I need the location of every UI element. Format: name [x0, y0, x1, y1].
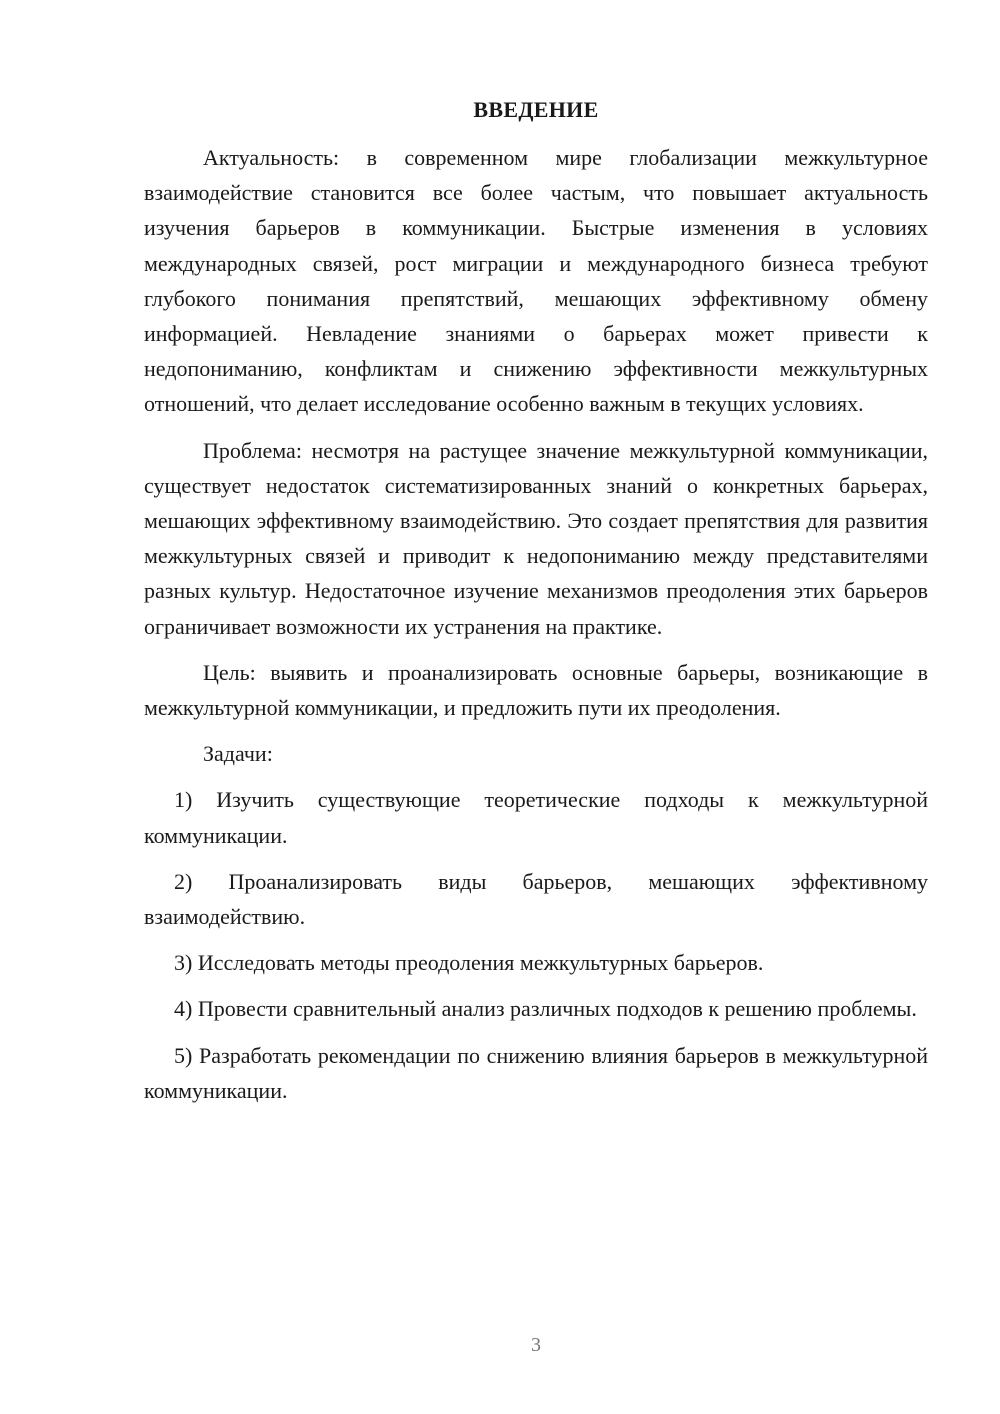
task-item-2: 2) Проанализировать виды барьеров, мешающих эффективному взаимодействию.: [144, 868, 928, 930]
section-title: ВВЕДЕНИЕ: [473, 97, 599, 122]
page-number: 3: [531, 1334, 541, 1356]
document-page: [144, 92, 928, 1108]
task-item-5: 5) Разработать рекомендации по снижению влияния барьеров в межкультурной коммуникации.: [144, 1042, 928, 1103]
tasks-heading: Задачи:: [203, 741, 273, 767]
task-item-4: 4) Провести сравнительный анализ различных подходов к решению проблемы.: [174, 996, 917, 1022]
paragraph-problem: Проблема: несмотря на растущее значение межкультурной коммуникации, существует недостаток систематизированных знаний о конкретных барьерах, мешающих эффективному взаимодействию. Это создает препятствия для развития межкультурных связей и приводит к недопониманию между представителями разных культур. Недостаточное изучение механизмов преодоления этих барьеров ограничивает возможности их устранения на практике.: [144, 437, 928, 639]
paragraph-relevance: Актуальность: в современном мире глобализации межкультурное взаимодействие становится все более частым, что повышает актуальность изучения барьеров в коммуникации. Быстрые изменения в условиях международных связей, рост миграции и международного бизнеса требуют глубокого понимания препятствий, мешающих эффективному обмену информацией. Невладение знаниями о барьерах может привести к недопониманию, конфликтам и снижению эффективности межкультурных отношений, что делает исследование особенно важным в текущих условиях.: [144, 145, 928, 417]
paragraph-goal: Цель: выявить и проанализировать основные барьеры, возникающие в межкультурной коммуникации, и предложить пути их преодоления.: [144, 659, 928, 721]
task-item-3: 3) Исследовать методы преодоления межкультурных барьеров.: [174, 950, 764, 976]
task-item-1: 1) Изучить существующие теоретические подходы к межкультурной коммуникации.: [144, 787, 928, 848]
